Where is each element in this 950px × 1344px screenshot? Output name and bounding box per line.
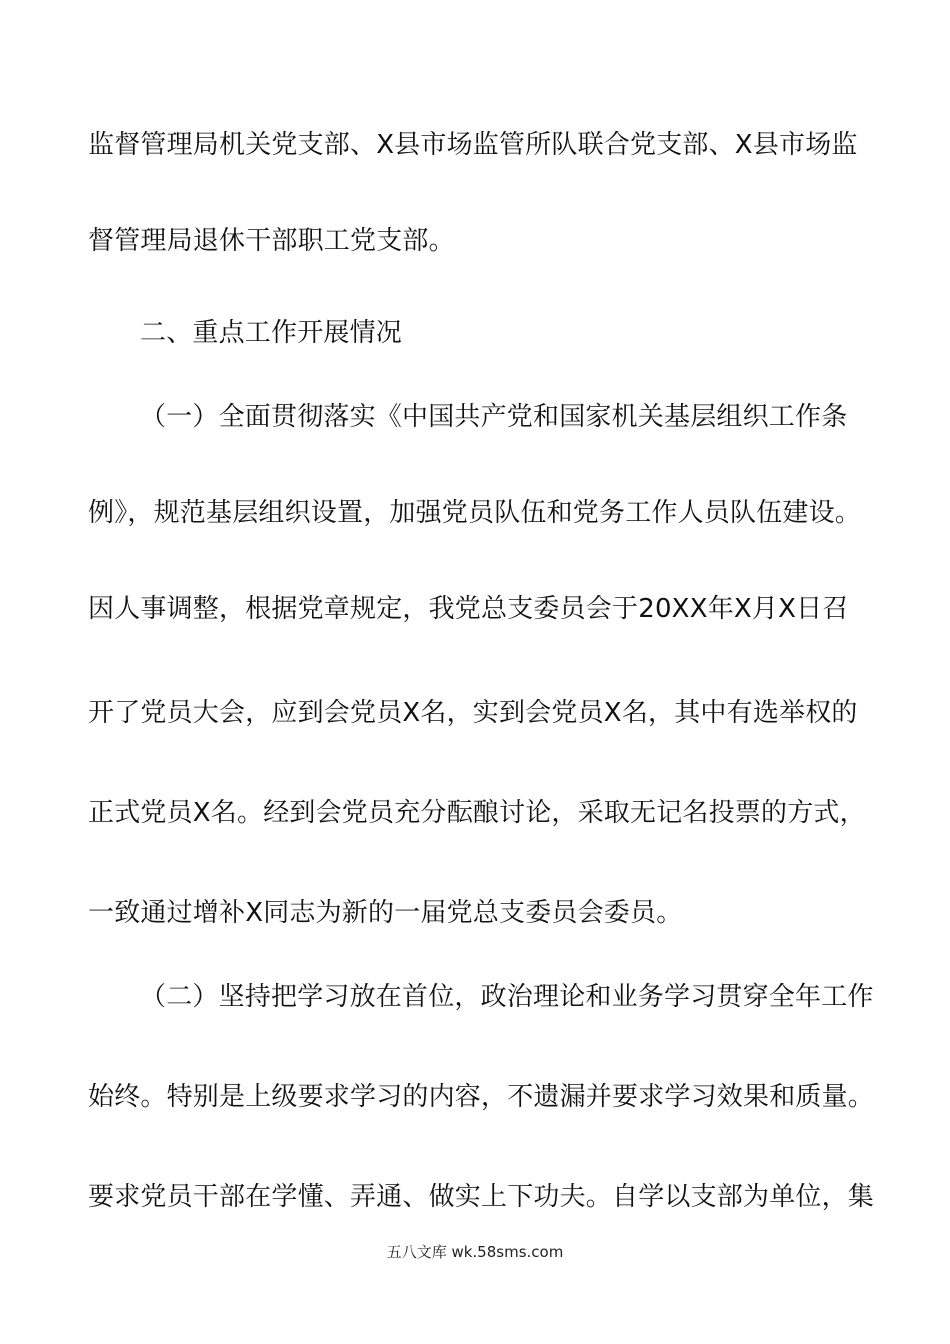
paragraph-line: 开了党员大会，应到会党员X名，实到会党员X名，其中有选举权的 — [88, 698, 858, 728]
paragraph-line: 监督管理局机关党支部、X县市场监管所队联合党支部、X县市场监 — [88, 130, 858, 160]
footer-watermark: 五八文库 wk.58sms.com — [386, 1243, 564, 1261]
paragraph-line: （一）全面贯彻落实《中国共产党和国家机关基层组织工作条 — [140, 402, 848, 432]
paragraph-line: 例》，规范基层组织设置，加强党员队伍和党务工作人员队伍建设。 — [88, 498, 862, 528]
paragraph-line: 督管理局退休干部职工党支部。 — [88, 226, 455, 256]
paragraph-line: 一致通过增补X同志为新的一届党总支委员会委员。 — [88, 898, 683, 928]
paragraph-line: 始终。特别是上级要求学习的内容，不遗漏并要求学习效果和质量。 — [88, 1082, 875, 1112]
paragraph-line: （二）坚持把学习放在首位，政治理论和业务学习贯穿全年工作 — [140, 982, 874, 1012]
section-heading: 二、重点工作开展情况 — [140, 318, 403, 348]
paragraph-line: 因人事调整，根据党章规定，我党总支委员会于20XX年X月X日召 — [88, 594, 849, 624]
paragraph-line: 要求党员干部在学懂、弄通、做实上下功夫。自学以支部为单位，集 — [88, 1182, 875, 1212]
paragraph-line: 正式党员X名。经到会党员充分酝酿讨论，采取无记名投票的方式， — [88, 798, 866, 828]
